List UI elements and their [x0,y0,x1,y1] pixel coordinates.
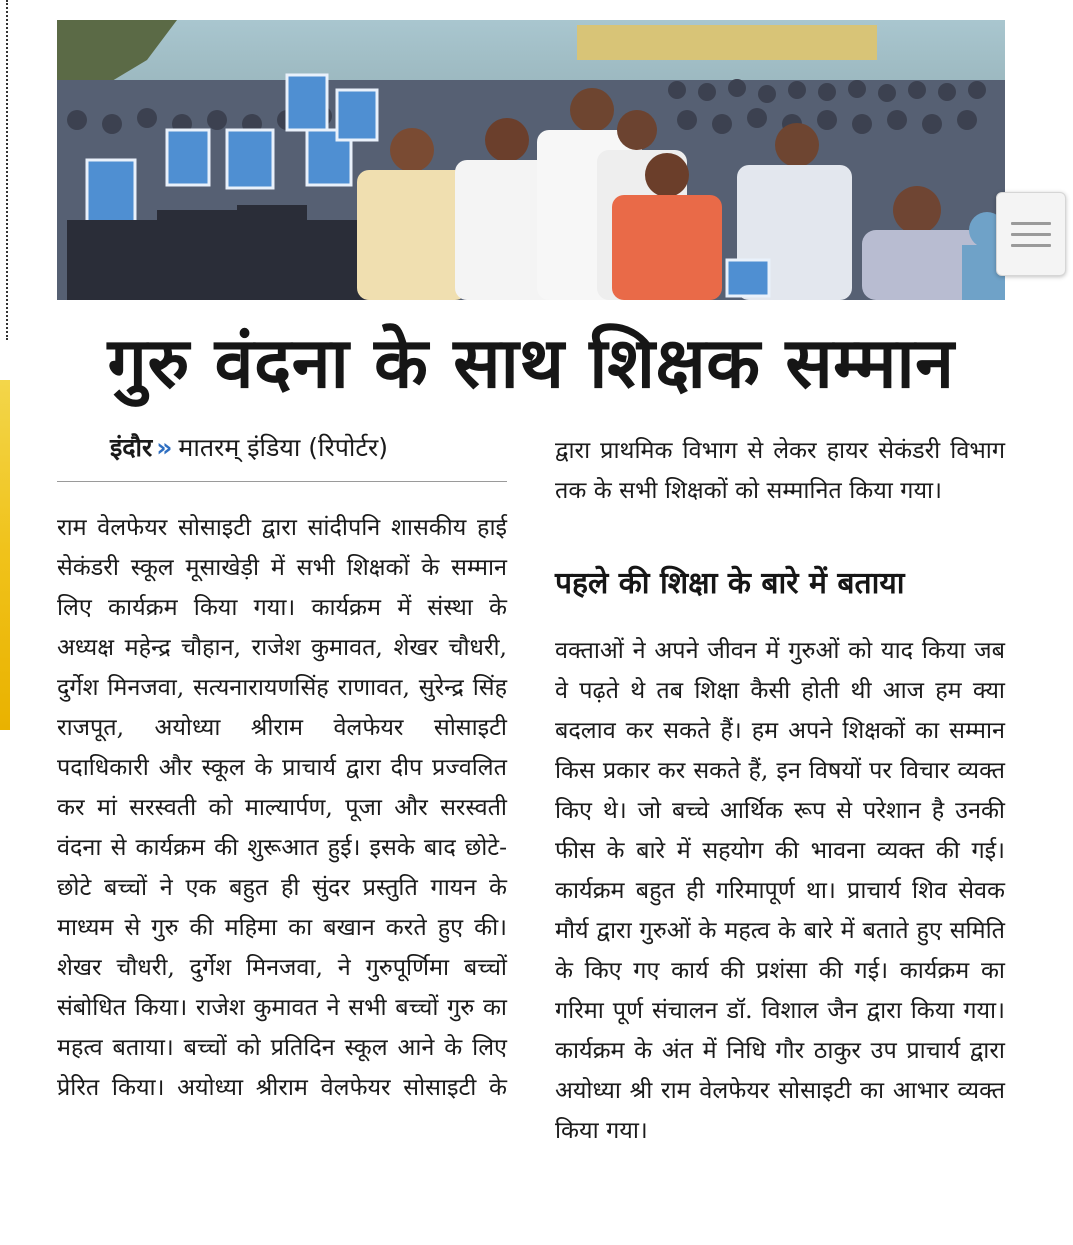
event-photo [57,20,1005,300]
byline-separator-icon: » [156,433,173,462]
byline-city: इंदौर [110,433,153,462]
event-photo-illustration [57,20,1005,300]
subheading: पहले की शिक्षा के बारे में बताया [555,566,905,601]
byline [110,430,510,466]
page-edge-divider [6,0,8,340]
headline: गुरु वंदना के साथ शिक्षक सम्मान [107,322,955,404]
hamburger-menu-icon [1011,214,1051,255]
article-body-right-bottom: वक्ताओं ने अपने जीवन में गुरुओं को याद किया जब वे पढ़ते थे तब शिक्षा कैसी होती थी आज हम क्या बदलाव कर सकते हैं। हम अपने शिक्षकों का सम्मान किस प्रकार कर सकते हैं, इन विषयों पर विचार व्यक्त किए थे। जो बच्चे आर्थिक रूप से परेशान है उनकी फीस के बारे में सहयोग की भावना व्यक्त की गई। कार्यक्रम बहुत ही गरिमापूर्ण था। प्राचार्य शिव सेवक मौर्य द्वारा गुरुओं के महत्व के बारे में बताते हुए समिति के किए गए कार्य की प्रशंसा की गई। कार्यक्रम का गरिमा पूर्ण संचालन डॉ. विशाल जैन द्वारा किया गया। कार्यक्रम के अंत में निधि गौर ठाकुर उप प्राचार्य द्वारा अयोध्या श्री राम वेलफेयर सोसाइटी का आभार व्यक्त किया गया। [555,636,1005,1144]
article-body-right-top: द्वारा प्राथमिक विभाग से लेकर हायर सेकंडरी विभाग तक के सभी शिक्षकों को सम्मानित किया गया। [555,436,1005,504]
menu-button[interactable] [996,192,1066,276]
byline-source: मातरम् इंडिया (रिपोर्टर) [178,433,388,462]
byline-rule [57,481,507,482]
article-body-left: राम वेलफेयर सोसाइटी द्वारा सांदीपनि शासकीय हाई सेकंडरी स्कूल मूसाखेड़ी में सभी शिक्षकों के सम्मान लिए कार्यक्रम किया गया। कार्यक्रम में संस्था के अध्यक्ष महेन्द्र चौहान, राजेश कुमावत, शेखर चौधरी, दुर्गेश मिनजवा, सत्यनारायणसिंह राणावत, सुरेन्द्र सिंह राजपूत, अयोध्या श्रीराम वेलफेयर सोसाइटी पदाधिकारी और स्कूल के प्राचार्य द्वारा दीप प्रज्वलित कर मां सरस्वती को माल्यार्पण, पूजा और सरस्वती वंदना से कार्यक्रम की शुरूआत हुई। इसके बाद छोटे-छोटे बच्चों ने एक बहुत ही सुंदर प्रस्तुति गायन के माध्यम से गुरु की महिमा का बखान करते हुए की। शेखर चौधरी, दुर्गेश मिनजवा, ने गुरुपूर्णिमा बच्चों संबोधित किया। राजेश कुमावत ने सभी बच्चों गुरु का महत्व बताया। बच्चों को प्रतिदिन स्कूल आने के लिए प्रेरित किया। अयोध्या श्रीराम वेलफेयर सोसाइटी के [57,513,507,1101]
adjacent-page-strip [0,380,10,730]
